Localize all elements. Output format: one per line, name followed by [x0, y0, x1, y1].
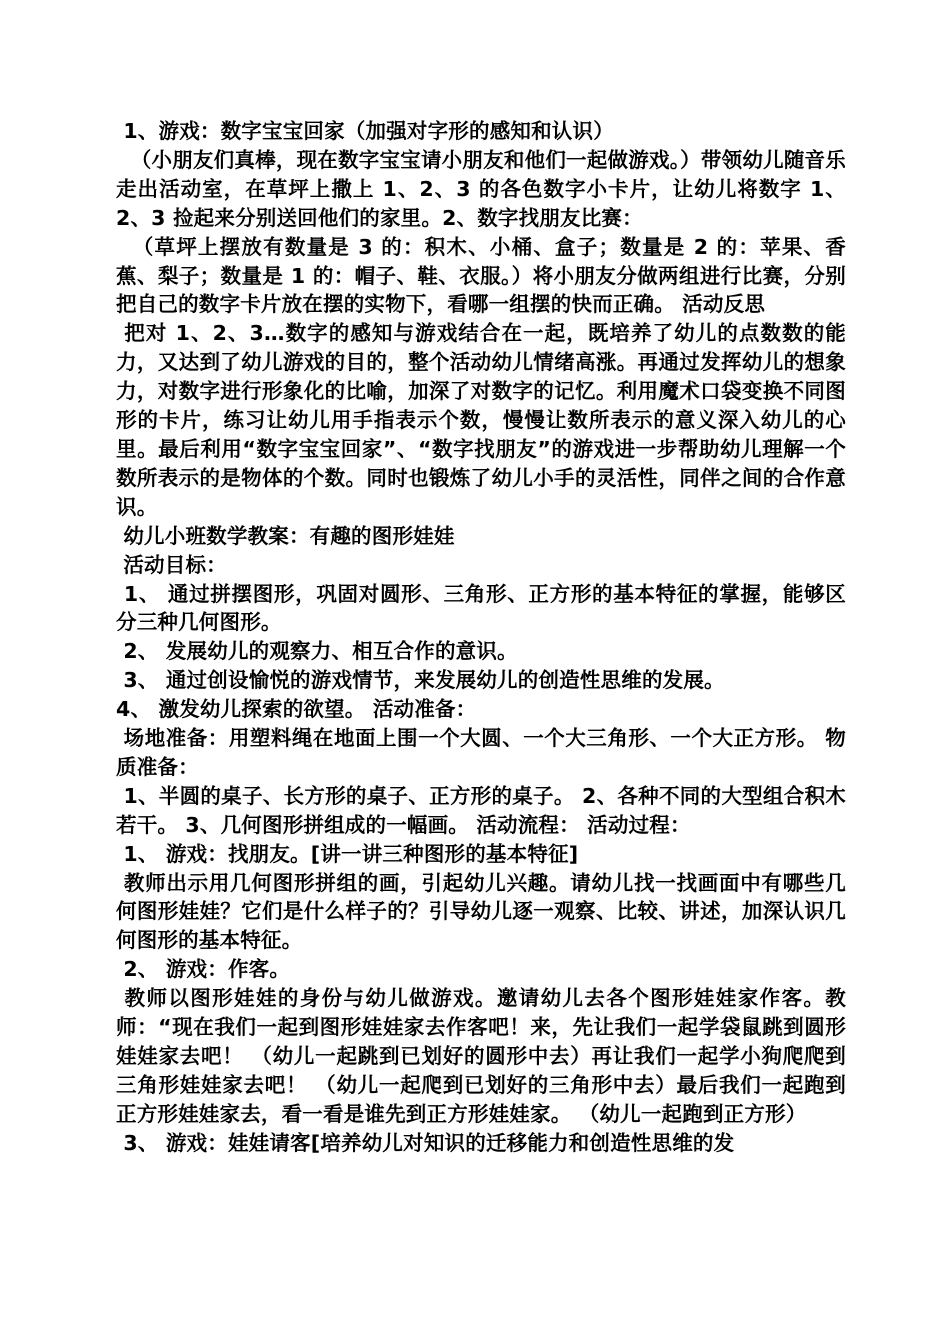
- lesson-title: 幼儿小班数学教案：有趣的图形娃娃: [116, 523, 455, 548]
- process-step-3-heading: 3、 游戏：娃娃请客[培养幼儿对知识的迁移能力和创造性思维的发: [116, 1130, 735, 1155]
- process-step-2-heading: 2、 游戏：作客。: [116, 957, 291, 982]
- process-step-2-body: 教师以图形娃娃的身份与幼儿做游戏。邀请幼儿去各个图形娃娃家作客。教师：“现在我们一起到图形娃娃家去作客吧！来，先让我们一起学袋鼠跳到圆形娃娃家去吧！ （幼儿一起跳到已划好的圆形中去）再让我们一起学小狗爬爬到三角形娃娃家去吧！ （幼儿一起爬到已划好的三角形中去）最后我们一起跑到正方形娃娃家去，看一看是谁先到正方形娃娃家。 （幼儿一起跑到正方形）: [116, 986, 846, 1126]
- objective-item-1: 1、 通过拼摆图形，巩固对圆形、三角形、正方形的基本特征的掌握，能够区分三种几何图形。: [116, 581, 847, 635]
- paragraph-reflection: 把对 1、2、3…数字的感知与游戏结合在一起，既培养了幼儿的点数数的能力，又达到了幼儿游戏的目的，整个活动幼儿情绪高涨。再通过发挥幼儿的想象力，对数字进行形象化的比喻，加深了对数字的记忆。利用魔术口袋变换不同图形的卡片，练习让幼儿用手指表示个数，慢慢让数所表示的意义深入幼儿的心里。最后利用“数字宝宝回家”、“数字找朋友”的游戏进一步帮助幼儿理解一个数所表示的是物体的个数。同时也锻炼了幼儿小手的灵活性，同伴之间的合作意识。: [116, 321, 846, 519]
- paragraph-lawn-setup: （草坪上摆放有数量是 3 的：积木、小桶、盒子；数量是 2 的：苹果、香蕉、梨子；数量是 1 的：帽子、鞋、衣服。）将小朋友分做两组进行比赛，分别把自己的数字卡片放在摆的实物下，看哪一组摆的快而正确。 活动反思: [116, 234, 846, 317]
- objective-item-4: 4、 激发幼儿探索的欲望。 活动准备：: [116, 697, 477, 722]
- objective-item-2: 2、 发展幼儿的观察力、相互合作的意识。: [116, 639, 518, 664]
- section-heading-objectives: 活动目标：: [116, 552, 227, 577]
- document-page: [116, 117, 846, 1158]
- paragraph-game-number-home: 1、游戏：数字宝宝回家（加强对字形的感知和认识）: [116, 119, 614, 143]
- paragraph-material-list: 1、半圆的桌子、长方形的桌子、正方形的桌子。 2、各种不同的大型组合积木若干。 3、几何图形拼组成的一幅画。 活动流程： 活动过程：: [116, 783, 846, 837]
- process-step-1-heading: 1、 游戏：找朋友。[讲一讲三种图形的基本特征]: [116, 841, 579, 866]
- objective-item-3: 3、 通过创设愉悦的游戏情节，来发展幼儿的创造性思维的发展。: [116, 668, 725, 693]
- process-step-1-body: 教师出示用几何图形拼组的画，引起幼儿兴趣。请幼儿找一找画面中有哪些几何图形娃娃？它们是什么样子的？引导幼儿逐一观察、比较、讲述，加深认识几何图形的基本特征。: [116, 870, 846, 953]
- paragraph-venue-preparation: 场地准备：用塑料绳在地面上围一个大圆、一个大三角形、一个大正方形。 物质准备：: [116, 726, 846, 779]
- paragraph-game-intro: （小朋友们真棒，现在数字宝宝请小朋友和他们一起做游戏。）带领幼儿随音乐走出活动室，在草坪上撒上 1、2、3 的各色数字小卡片，让幼儿将数字 1、2、3 捡起来分别送回他们的家里。2、数字找朋友比赛：: [116, 147, 846, 230]
